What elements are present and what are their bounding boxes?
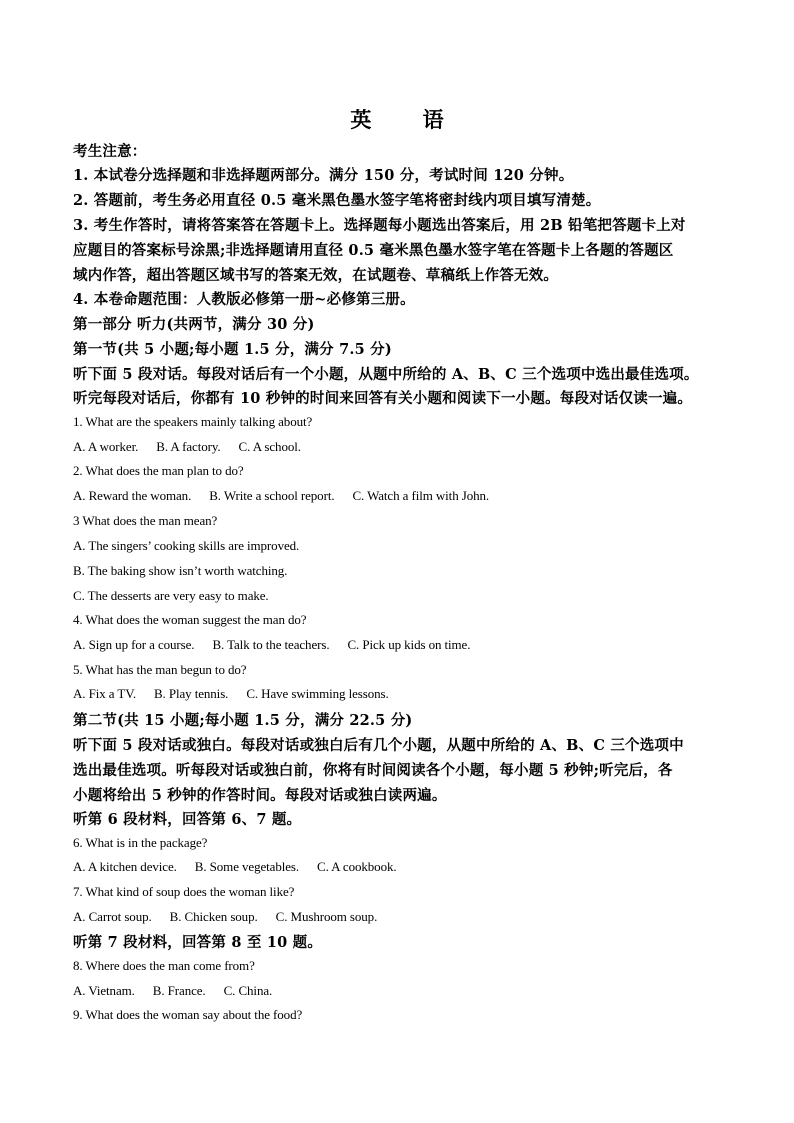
options-row <box>73 859 397 875</box>
notice-item: 域内作答，超出答题区域书写的答案无效，在试题卷、草稿纸上作答无效。 <box>73 267 559 284</box>
material-heading: 听第 6 段材料，回答第 6、7 题。 <box>73 811 302 828</box>
option-b: B. Play tennis. <box>153 686 229 701</box>
section-instructions: 听下面 5 段对话或独白。每段对话或独白后有几个小题，从题中所给的 A、B、C 三个选项中 <box>73 737 684 754</box>
notice-item: 2. 答题前，考生务必用直径 0.5 毫米黑色墨水签字笔将密封线内项目填写清楚。 <box>73 192 601 209</box>
options-row <box>73 488 489 504</box>
page-title: 英 语 <box>350 107 466 132</box>
question-stem: 5. What has the man begun to do? <box>73 662 247 677</box>
option-a: A. Sign up for a course. <box>73 637 195 652</box>
options-row <box>73 686 389 702</box>
options-row <box>73 909 377 925</box>
option-a: A. Reward the woman. <box>73 488 192 503</box>
option-a: A. Fix a TV. <box>73 686 136 701</box>
option-c: C. Watch a film with John. <box>352 488 490 503</box>
question-stem: 2. What does the man plan to do? <box>73 463 244 478</box>
option-c: C. Pick up kids on time. <box>347 637 471 652</box>
option-b: B. Some vegetables. <box>194 859 300 874</box>
option-c: C. A school. <box>238 439 301 454</box>
option-c: C. The desserts are very easy to make. <box>73 588 269 603</box>
section-instructions: 小题将给出 5 秒钟的作答时间。每段对话或独白读两遍。 <box>73 787 447 804</box>
question-stem: 1. What are the speakers mainly talking about? <box>73 414 313 429</box>
notice-item: 4. 本卷命题范围：人教版必修第一册~必修第三册。 <box>73 291 415 308</box>
notice-heading: 考生注意： <box>73 143 147 160</box>
option-c: C. China. <box>223 983 273 998</box>
option-a: A. A kitchen device. <box>73 859 177 874</box>
option-b: B. A factory. <box>156 439 221 454</box>
section-instructions: 听下面 5 段对话。每段对话后有一个小题，从题中所给的 A、B、C 三个选项中选出最佳选项。 <box>73 366 699 383</box>
option-b: B. Talk to the teachers. <box>212 637 330 652</box>
section-title: 第一节(共 5 小题;每小题 1.5 分，满分 7.5 分) <box>73 341 392 358</box>
question-stem: 3 What does the man mean? <box>73 513 218 528</box>
question-stem: 9. What does the woman say about the food? <box>73 1007 303 1022</box>
option-b: B. The baking show isn’t worth watching. <box>73 563 288 578</box>
section-instructions: 听完每段对话后，你都有 10 秒钟的时间来回答有关小题和阅读下一小题。每段对话仅读一遍。 <box>73 390 693 407</box>
question-stem: 7. What kind of soup does the woman like? <box>73 884 295 899</box>
option-c: C. Have swimming lessons. <box>246 686 389 701</box>
section-instructions: 选出最佳选项。听每段对话或独白前，你将有时间阅读各个小题，每小题 5 秒钟;听完后，各 <box>73 762 673 779</box>
option-b: B. Write a school report. <box>209 488 335 503</box>
option-a: A. Carrot soup. <box>73 909 152 924</box>
option-c: C. Mushroom soup. <box>275 909 378 924</box>
question-stem: 4. What does the woman suggest the man do? <box>73 612 307 627</box>
option-c: C. A cookbook. <box>317 859 397 874</box>
option-a: A. The singers’ cooking skills are improved. <box>73 538 300 553</box>
notice-item: 3. 考生作答时，请将答案答在答题卡上。选择题每小题选出答案后，用 2B 铅笔把答题卡上对 <box>73 217 686 234</box>
notice-item: 1. 本试卷分选择题和非选择题两部分。满分 150 分，考试时间 120 分钟。 <box>73 167 574 184</box>
option-b: B. Chicken soup. <box>169 909 258 924</box>
options-row <box>73 439 301 455</box>
section-title: 第二节(共 15 小题;每小题 1.5 分，满分 22.5 分) <box>73 712 413 729</box>
options-row <box>73 637 470 653</box>
question-stem: 6. What is in the package? <box>73 835 208 850</box>
notice-item: 应题目的答案标号涂黑;非选择题请用直径 0.5 毫米黑色墨水签字笔在答题卡上各题的答题区 <box>73 242 674 259</box>
part-title: 第一部分 听力(共两节，满分 30 分) <box>73 316 315 333</box>
option-b: B. France. <box>152 983 206 998</box>
option-a: A. A worker. <box>73 439 139 454</box>
options-row <box>73 983 272 999</box>
option-a: A. Vietnam. <box>73 983 135 998</box>
question-stem: 8. Where does the man come from? <box>73 958 255 973</box>
material-heading: 听第 7 段材料，回答第 8 至 10 题。 <box>73 934 323 951</box>
